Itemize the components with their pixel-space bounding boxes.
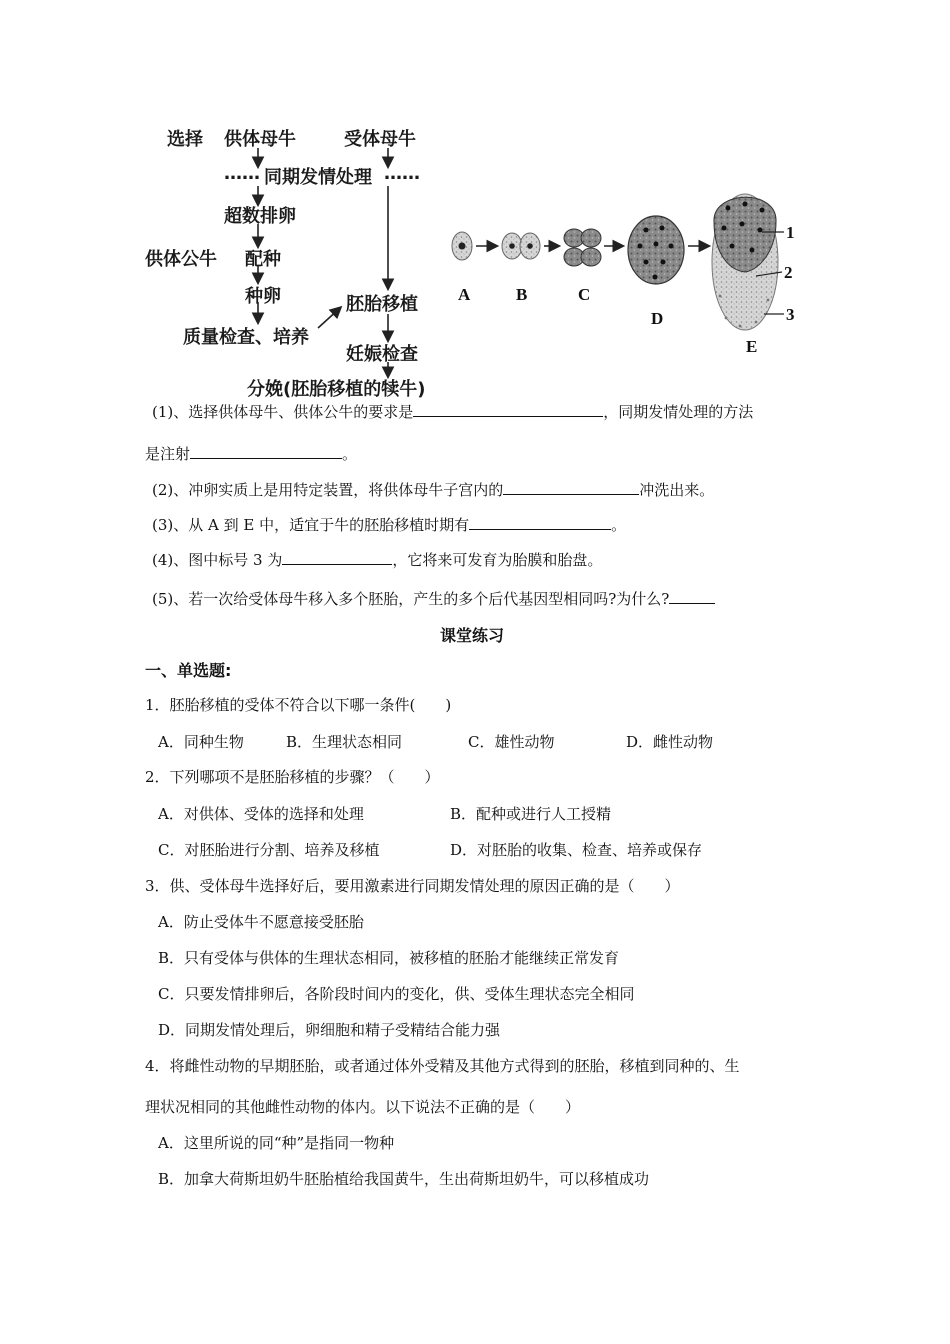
question-2-text-b: 冲洗出来。 xyxy=(639,481,715,499)
mcq-3-option-c[interactable]: C．只要发情排卵后，各阶段时间内的变化，供、受体生理状态完全相同 xyxy=(158,985,635,1003)
question-1-text-a: (1)、选择供体母牛、供体公牛的要求是 xyxy=(152,403,414,421)
mcq-3-option-d[interactable]: D．同期发情处理后，卵细胞和精子受精结合能力强 xyxy=(158,1021,501,1039)
question-1-text-d: 。 xyxy=(342,445,358,463)
embryo-stage-e xyxy=(712,194,778,330)
question-3-line xyxy=(152,514,626,535)
stage-label-e: E xyxy=(746,337,758,356)
question-4-text-a: (4)、图中标号 3 为 xyxy=(152,551,283,569)
mcq-3-stem: 3．供、受体母牛选择好后，要用激素进行同期发情处理的原因正确的是（ ） xyxy=(145,877,680,895)
embryo-diagram xyxy=(440,180,820,360)
flow-donor-bull: 供体公牛 xyxy=(145,249,217,270)
embryo-stage-a xyxy=(452,232,472,260)
flow-embryo-transfer: 胚胎移植 xyxy=(346,294,418,315)
stage-label-a: A xyxy=(458,285,471,304)
answer-blank-q2[interactable] xyxy=(503,479,639,495)
answer-blank-q3[interactable] xyxy=(469,514,611,530)
question-1-line-1 xyxy=(152,401,753,422)
flow-recipient-cow: 受体母牛 xyxy=(344,129,416,150)
mcq-4-stem-line-1: 4．将雌性动物的早期胚胎，或者通过体外受精及其他方式得到的胚胎，移植到同种的、生 xyxy=(145,1057,740,1075)
answer-blank-q1-requirement[interactable] xyxy=(413,401,603,417)
mcq-2-option-d[interactable]: D．对胚胎的收集、检查、培养或保存 xyxy=(450,841,703,859)
question-3-text-a: (3)、从 A 到 E 中，适宜于牛的胚胎移植时期有 xyxy=(152,516,470,534)
mcq-1-option-b[interactable]: B．生理状态相同 xyxy=(286,733,403,751)
flow-quality-check: 质量检查、培养 xyxy=(183,327,309,348)
mcq-2-option-b[interactable]: B．配种或进行人工授精 xyxy=(450,805,612,823)
part-label-1: 1 xyxy=(786,223,795,242)
question-3-text-b: 。 xyxy=(611,516,627,534)
question-5-text-a: (5)、若一次给受体母牛移入多个胚胎，产生的多个后代基因型相同吗?为什么? xyxy=(152,590,670,608)
mcq-2-option-c[interactable]: C．对胚胎进行分割、培养及移植 xyxy=(158,841,380,859)
mcq-1-stem: 1．胚胎移植的受体不符合以下哪一条件( ) xyxy=(145,696,452,714)
embryo-stage-c xyxy=(564,229,601,266)
mcq-4-option-b[interactable]: B．加拿大荷斯坦奶牛胚胎植给我国黄牛，生出荷斯坦奶牛，可以移植成功 xyxy=(158,1170,650,1188)
section-title: 课堂练习 xyxy=(440,626,505,645)
stage-label-d: D xyxy=(651,309,664,328)
part-label-2: 2 xyxy=(784,263,793,282)
question-4-line xyxy=(152,549,602,570)
answer-blank-q4[interactable] xyxy=(282,549,392,565)
mcq-1-option-d[interactable]: D．雌性动物 xyxy=(626,733,714,751)
flow-dots-right: …… xyxy=(384,163,420,184)
mcq-4-stem-line-2: 理状况相同的其他雌性动物的体内。以下说法不正确的是（ ） xyxy=(145,1098,581,1116)
mcq-2-option-a[interactable]: A．对供体、受体的选择和处理 xyxy=(158,805,364,823)
flow-donor-cow: 供体母牛 xyxy=(224,129,296,150)
answer-blank-q5[interactable] xyxy=(669,588,715,604)
question-1-text-c: 是注射 xyxy=(145,445,191,463)
question-4-text-b: ，它将来可发育为胎膜和胎盘。 xyxy=(392,551,603,569)
mcq-1-option-a[interactable]: A．同种生物 xyxy=(158,733,244,751)
arrow-quality-to-transfer xyxy=(318,308,340,328)
question-2-text-a: (2)、冲卵实质上是用特定装置，将供体母牛子宫内的 xyxy=(152,481,504,499)
question-1-line-2 xyxy=(145,443,357,464)
answer-blank-q1-injection[interactable] xyxy=(190,443,342,459)
embryo-stage-d xyxy=(628,216,684,284)
flow-flush-eggs: 种卵 xyxy=(245,286,281,307)
flow-pregnancy-check: 妊娠检查 xyxy=(346,344,418,365)
mcq-2-stem: 2．下列哪项不是胚胎移植的步骤？（ ） xyxy=(145,768,440,786)
mcq-3-option-b[interactable]: B．只有受体与供体的生理状态相同，被移植的胚胎才能继续正常发育 xyxy=(158,949,620,967)
question-5-line xyxy=(152,588,715,609)
flow-sync-estrus: 同期发情处理 xyxy=(264,167,372,188)
question-2-line xyxy=(152,479,714,500)
question-1-text-b: ，同期发情处理的方法 xyxy=(603,403,754,421)
embryo-stage-b xyxy=(502,233,540,259)
part-heading: 一、单选题: xyxy=(145,661,232,680)
flow-mating: 配种 xyxy=(245,249,281,270)
flow-birth: 分娩(胚胎移植的犊牛) xyxy=(247,379,426,400)
mcq-4-option-a[interactable]: A．这里所说的同“种”是指同一物种 xyxy=(158,1134,395,1152)
mcq-3-option-a[interactable]: A．防止受体牛不愿意接受胚胎 xyxy=(158,913,364,931)
stage-label-b: B xyxy=(516,285,528,304)
flow-dots-left: …… xyxy=(224,163,260,184)
flow-superovulation: 超数排卵 xyxy=(224,206,296,227)
flow-select: 选择 xyxy=(167,129,203,150)
stage-label-c: C xyxy=(578,285,591,304)
part-label-3: 3 xyxy=(786,305,795,324)
mcq-1-option-c[interactable]: C．雄性动物 xyxy=(468,733,555,751)
